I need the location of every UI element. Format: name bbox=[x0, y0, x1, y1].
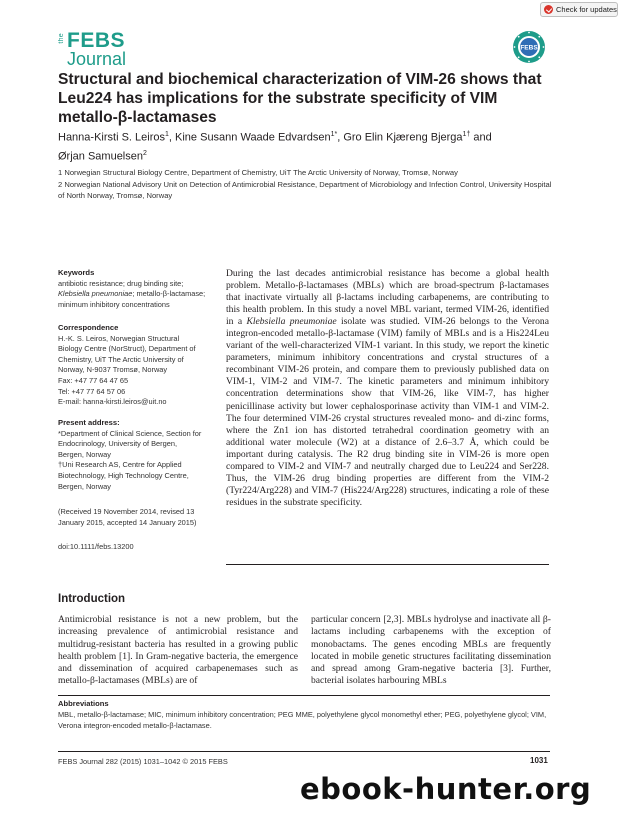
page-number: 1031 bbox=[530, 756, 548, 765]
footer-divider bbox=[58, 751, 550, 752]
correspondence-email: E-mail: hanna-kirsti.leiros@uit.no bbox=[58, 397, 167, 407]
footer-journal-ref: FEBS Journal 282 (2015) 1031–1042 © 2015 FEBS bbox=[58, 757, 228, 766]
author-sup: 2 bbox=[143, 149, 147, 157]
author-name: Kine Susann Waade Edvardsen bbox=[175, 131, 331, 144]
introduction-col-1: Antimicrobial resistance is not a new problem, but the increasing prevalence of antimicrobial resistance and multidrug-resistant bacteria has resulted in a growing public health problem [1]. In Gram-negative bacteria, the emergence and dissemination of acquired carbapenemases such as metallo-β-lactamases (MBLs) are of bbox=[58, 614, 298, 687]
keywords-line: antibiotic resistance; drug binding site; bbox=[58, 278, 184, 288]
abbreviations-heading: Abbreviations bbox=[58, 699, 109, 708]
author-sup: 1† bbox=[462, 131, 471, 138]
correspondence-line: Tel: +47 77 64 57 06 bbox=[58, 386, 126, 396]
correspondence-section bbox=[58, 323, 218, 408]
keywords-heading: Keywords bbox=[58, 268, 95, 277]
present-address-line: †Uni Research AS, Centre for Applied bbox=[58, 460, 182, 470]
correspondence-heading: Correspondence bbox=[58, 323, 119, 332]
author-name: Ørjan Samuelsen bbox=[58, 150, 143, 163]
present-address-line: *Department of Clinical Science, Section for bbox=[58, 428, 202, 438]
present-address-line: Endocrinology, University of Bergen, bbox=[58, 439, 177, 449]
affiliation-1: 1 Norwegian Structural Biology Centre, Department of Chemistry, UiT The Arctic University of Norway, Tromsø, Norway bbox=[58, 168, 458, 177]
keywords-line: minimum inhibitory concentrations bbox=[58, 299, 170, 309]
abbreviations-divider bbox=[58, 695, 550, 696]
febs-emblem-icon bbox=[512, 30, 546, 64]
introduction-heading: Introduction bbox=[58, 593, 126, 605]
correspondence-line: Chemistry, UiT The Arctic University of bbox=[58, 354, 184, 364]
logo-febs-text: FEBS bbox=[67, 29, 126, 52]
check-updates-label: Check for updates bbox=[556, 5, 617, 14]
correspondence-line: H.-K. S. Leiros, Norwegian Structural bbox=[58, 333, 180, 343]
logo-journal-text: Journal bbox=[67, 49, 127, 69]
journal-logo bbox=[58, 30, 138, 70]
present-address-line: Biotechnology, High Technology Centre, bbox=[58, 470, 189, 480]
author-list: Hanna-Kirsti S. Leiros$^1$, Kine Susann Waade Edvardsen$^{1*}$, Gro Elin Kjæreng Bjerga$^{1\dagger}$ and Ørjan Samuelsen$^2$ bbox=[58, 131, 492, 163]
correspondence-line: Norway, N-9037 Tromsø, Norway bbox=[58, 365, 168, 375]
present-address-line: Bergen, Norway bbox=[58, 481, 111, 491]
author-sup: 1* bbox=[330, 131, 338, 138]
introduction-col-2: particular concern [2,3]. MBLs hydrolyse and inactivate all β-lactams including carbapenems with the exception of monobactams. The genes encoding MBLs are frequently located in mobile genetic structures facilitating dissemination and spread among Gram-negative bacteria [3]. Further, bacterial isolates harbouring MBLs bbox=[311, 614, 551, 687]
present-address-section bbox=[58, 418, 218, 492]
correspondence-line: Fax: +47 77 64 47 65 bbox=[58, 375, 129, 385]
present-address-line: Bergen, Norway bbox=[58, 449, 111, 459]
keywords-line: Klebsiella pneumoniae; metallo-β-lactamase; bbox=[58, 289, 206, 299]
author-sup: 1 bbox=[165, 131, 169, 138]
author-name: Hanna-Kirsti S. Leiros bbox=[58, 131, 165, 144]
abstract-text: During the last decades antimicrobial resistance has become a global health problem. Metallo-β-lactamases (MBLs) which are broad-spectrum β-lactamases that inactivate virtually all β-lactams including carbapenems, are contributing to this health problem. In this study a novel MBL variant, termed VIM-26, identified in a Klebsiella pneumoniae isolate was studied. VIM-26 belongs to the Verona integron-encoded metallo-β-lactamase (VIM) family of MBLs and is a His224Leu variant of the well-characterized VIM-1 variant. In this study, we report the kinetic parameters, minimum inhibitory concentrations and crystal structures of a recombinant VIM-26 protein, and compare them to previously published data on VIM-1, VIM-2 and VIM-7. The kinetic parameters and minimum inhibitory concentration determinations show that VIM-26, like VIM-7, has higher penicillinase activity but lower cephalosporinase activity than VIM-1 and VIM-2. The four determined VIM-26 crystal structures revealed mono- and di-zinc forms, where the Zn1 ion has distorted tetrahedral coordination geometry with an additional water molecule (W2) at a distance of 2.6–3.7 Å, which could be important during catalysis. The R2 drug binding site in VIM-26 is more open compared to VIM-2 and VIM-7 and neutrally charged due to Leu224 and Ser228. Thus, the VIM-26 drug binding properties are different from the VIM-2 (Tyr224/Arg228) and VIM-7 (His224/Arg228) structures, indicating a role of these residues in the substrate specificity. bbox=[226, 268, 549, 508]
logo-the-text: the bbox=[58, 33, 65, 44]
affiliation-2: 2 Norwegian National Advisory Unit on Detection of Antimicrobial Resistance, Department of Microbiology and Infection Control, University Hospital of North Norway, Tromsø, Norway bbox=[58, 180, 552, 200]
present-address-heading: Present address: bbox=[58, 418, 120, 427]
author-name: Gro Elin Kjæreng Bjerga bbox=[343, 131, 463, 144]
keywords-section bbox=[58, 268, 218, 310]
abstract-divider bbox=[226, 564, 549, 565]
correspondence-line: Biology Centre (NorStruct), Department of bbox=[58, 344, 196, 354]
watermark-logo: ebook-hunter.org bbox=[300, 772, 592, 806]
doi-link[interactable]: doi:10.1111/febs.13200 bbox=[58, 542, 134, 551]
emblem-text: FEBS bbox=[520, 44, 538, 52]
article-title: Structural and biochemical characterization of VIM-26 shows that Leu224 has implications for the substrate specificity of VIM metallo-β-lactamases bbox=[58, 71, 542, 126]
received-dates: (Received 19 November 2014, revised 13 January 2015, accepted 14 January 2015) bbox=[58, 507, 197, 527]
abbreviations-text: MBL, metallo-β-lactamase; MIC, minimum inhibitory concentration; PEG MME, polyethylene glycol monomethyl ether; PEG, polyethylene glycol; VIM, Verona integron-encoded metallo-β-lactamase. bbox=[58, 710, 547, 730]
check-updates-icon bbox=[544, 5, 553, 14]
check-for-updates-button[interactable] bbox=[540, 2, 618, 17]
